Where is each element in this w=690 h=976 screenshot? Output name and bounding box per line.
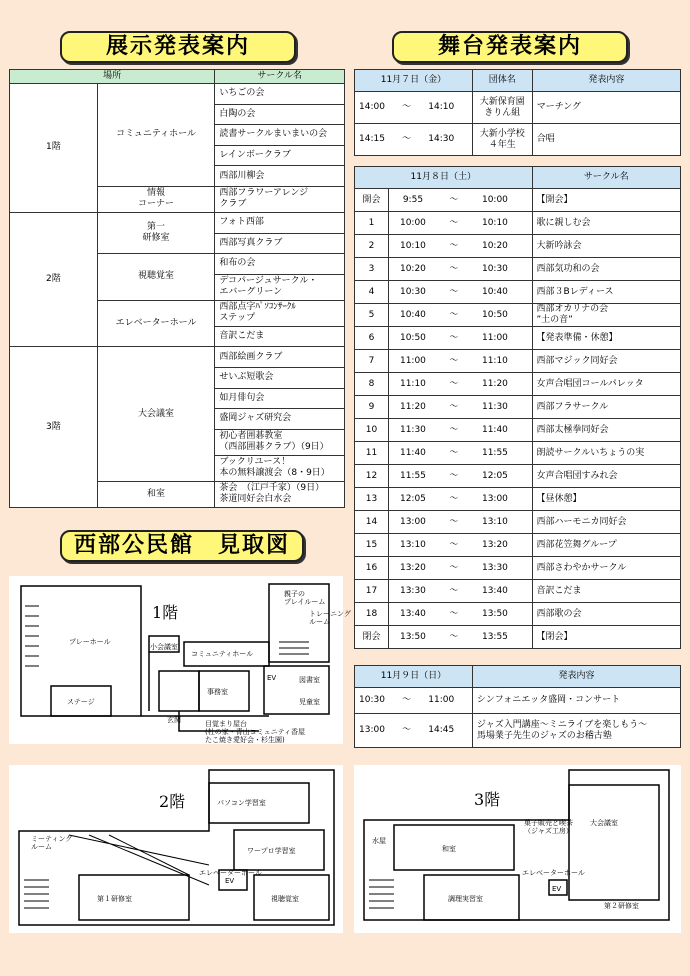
exhibit-table [9,69,345,508]
order-cell: 閉会 [355,626,389,649]
start-time: 13:00 [359,725,385,735]
order-cell: 14 [355,511,389,534]
circle-name-cell: 【発表準備・休憩】 [532,327,680,350]
floor1-title: 1階 [152,603,179,622]
start-time: 13:40 [399,608,426,619]
washitsu-label: 和室 [442,845,456,853]
tilde: ～ [449,585,459,596]
ev-hall3-label: エレベーターホール [522,869,585,877]
big-meeting-label: 大会議室 [590,819,618,827]
day8-row [355,350,681,373]
day7-table [354,69,681,156]
tilde: ～ [449,608,459,619]
tilde: ～ [402,134,412,144]
tilde: ～ [449,355,459,366]
training2-label: 第２研修室 [604,902,639,910]
end-time: 10:00 [481,194,508,205]
order-cell: 12 [355,465,389,488]
order-cell: 4 [355,281,389,304]
order-cell: 3 [355,258,389,281]
circle-cell: せいぶ短歌会 [215,367,345,388]
av-room-label: 視聴覚室 [271,895,299,903]
end-time: 10:20 [481,240,508,251]
day8-row [355,396,681,419]
room-cell: 和室 [97,481,215,507]
day8-table [354,166,681,649]
end-time: 14:30 [428,134,455,144]
circle-cell: 初心者囲碁教室 （西部囲碁クラブ）（9日） [215,429,345,455]
order-cell: 10 [355,419,389,442]
circle-cell: デコパージュサークル・ エバーグリーン [215,274,345,300]
order-cell: 9 [355,396,389,419]
circle-name-cell: 【昼休憩】 [532,488,680,511]
circle-name-cell: 西部ハーモニカ同好会 [532,511,680,534]
content-cell: ジャズ入門講座～ミニライブを楽しもう～ 馬場業子先生のジャズのお稽古塾 [472,714,680,748]
floor2-title: 2階 [159,792,186,811]
start-time: 10:30 [399,286,426,297]
day8-row [355,442,681,465]
day8-row [355,373,681,396]
order-cell: 5 [355,304,389,327]
water-label: 水屋 [372,837,386,845]
kids-play-label: 親子のプレイルーム [284,590,326,606]
day7-col-content: 発表内容 [532,70,680,92]
start-time: 13:30 [399,585,426,596]
day8-row [355,258,681,281]
tilde: ～ [449,217,459,228]
play-hall-label: プレーホール [69,638,111,646]
tilde: ～ [449,516,459,527]
day8-row [355,557,681,580]
tilde: ～ [449,309,459,320]
floor-cell: 1階 [10,84,98,213]
order-cell: 1 [355,212,389,235]
floor1-map [9,576,351,744]
ev2-label: EV [225,877,235,885]
circle-cell: 西部川柳会 [215,166,345,187]
tilde: ～ [449,286,459,297]
floor-cell: 2階 [10,212,98,346]
room-cell: 視聴覚室 [97,254,215,301]
cooking-label: 調理実習室 [448,895,483,903]
wp-room-label: ワープロ学習室 [247,847,296,855]
col-place: 場所 [10,70,215,84]
end-time: 11:55 [481,447,508,458]
tilde: ～ [449,470,459,481]
room-cell: エレベーターホール [97,300,215,347]
day8-row [355,534,681,557]
circle-cell: 白陶の会 [215,104,345,125]
day8-date: 11月８日（土） [355,167,533,189]
tilde: ～ [449,401,459,412]
end-time: 12:05 [481,470,508,481]
start-time: 10:00 [399,217,426,228]
pc-room-label: パソコン学習室 [217,799,266,807]
day8-row [355,189,681,212]
circle-name-cell: 大新吟詠会 [532,235,680,258]
day8-row [355,212,681,235]
exhibit-row [10,84,345,105]
tilde: ～ [449,263,459,274]
circle-cell: 音訳こだま [215,326,345,347]
end-time: 10:10 [481,217,508,228]
end-time: 13:20 [481,539,508,550]
circle-name-cell: 【開会】 [532,189,680,212]
day8-row [355,603,681,626]
room-cell: コミュニティホール [97,84,215,187]
circle-name-cell: 西部フラサークル [532,396,680,419]
circle-name-cell: 西部花笠舞グループ [532,534,680,557]
start-time: 11:20 [399,401,426,412]
start-time: 11:55 [399,470,426,481]
start-time: 11:40 [399,447,426,458]
start-time: 14:15 [359,134,385,144]
training1-label: 第１研修室 [97,895,132,903]
floor3-map [354,765,681,933]
circle-name-cell: 女声合唱団すみれ会 [532,465,680,488]
start-time: 11:30 [399,424,426,435]
end-time: 11:10 [481,355,508,366]
day9-row [355,688,681,714]
order-cell: 17 [355,580,389,603]
start-time: 11:00 [399,355,426,366]
col-circle: サークル名 [215,70,345,84]
tilde: ～ [449,631,459,642]
ev-label: EV [267,674,277,682]
entrance-label: 玄関 [167,716,181,724]
stage-label: ステージ [67,698,95,706]
end-time: 14:45 [428,725,455,735]
day9-table [354,665,681,748]
tilde: ～ [449,562,459,573]
order-cell: 7 [355,350,389,373]
library-label: 図書室 [299,676,320,684]
circle-name-cell: 西部３Bレディース [532,281,680,304]
end-time: 13:10 [481,516,508,527]
order-cell: 13 [355,488,389,511]
circle-cell: 如月俳句会 [215,388,345,409]
start-time: 14:00 [359,102,385,112]
order-cell: 15 [355,534,389,557]
day8-row [355,511,681,534]
circle-name-cell: 音訳こだま [532,580,680,603]
day8-row [355,465,681,488]
day8-row [355,626,681,649]
end-time: 11:00 [481,332,508,343]
order-cell: 16 [355,557,389,580]
end-time: 11:20 [481,378,508,389]
community-hall-label: コミュニティホール [191,650,254,658]
circle-cell: 和布の会 [215,254,345,275]
circle-cell: 盛岡ジャズ研究会 [215,409,345,430]
group-cell: 大新小学校 ４年生 [472,124,532,156]
day8-row [355,327,681,350]
day8-row [355,304,681,327]
circle-cell: 西部絵画クラブ [215,347,345,368]
day7-row [355,124,681,156]
start-time: 10:30 [359,695,385,705]
end-time: 14:10 [428,102,455,112]
end-time: 11:40 [481,424,508,435]
circle-name-cell: 西部太極拳同好会 [532,419,680,442]
office-label: 事務室 [207,688,228,696]
end-time: 10:50 [481,309,508,320]
circle-name-cell: 西部マジック同好会 [532,350,680,373]
day9-col-content: 発表内容 [472,666,680,688]
order-cell: 開会 [355,189,389,212]
room-cell: 情報 コーナー [97,186,215,212]
circle-cell: 茶会 （江戸千家）（9日） 茶道同好会白水会 [215,481,345,507]
start-time: 10:20 [399,263,426,274]
circle-name-cell: 朗読サークルいちょうの実 [532,442,680,465]
circle-cell: 西部写真クラブ [215,233,345,254]
order-cell: 6 [355,327,389,350]
circle-cell: レインボークラブ [215,145,345,166]
end-time: 10:40 [481,286,508,297]
tilde: ～ [449,194,459,205]
start-time: 13:50 [399,631,426,642]
tilde: ～ [449,539,459,550]
start-time: 12:05 [399,493,426,504]
map-header: 西部公民館 見取図 [60,530,304,562]
end-time: 11:30 [481,401,508,412]
booth-label: 目覚まり屋台(杜の家・青山コミュニティ香屋たこ焼き愛好会・杉生園) [205,720,306,744]
start-time: 11:10 [399,378,426,389]
content-cell: シンフォニエッタ盛岡・コンサート [472,688,680,714]
ev-hall-label: エレベーターホール [199,869,262,877]
exhibit-row [10,212,345,233]
circle-cell: ブックリユース！ 本の無料譲渡会（8・9日） [215,455,345,481]
order-cell: 11 [355,442,389,465]
end-time: 13:40 [481,585,508,596]
kids-room-label: 児童室 [299,698,320,706]
order-cell: 8 [355,373,389,396]
end-time: 13:55 [481,631,508,642]
day9-row [355,714,681,748]
floor3-title: 3階 [474,790,501,809]
start-time: 13:00 [399,516,426,527]
circle-cell: 読書サークルまいまいの会 [215,125,345,146]
circle-cell: いちごの会 [215,84,345,105]
room-cell: 大会議室 [97,347,215,481]
end-time: 13:00 [481,493,508,504]
ev3-label: EV [552,885,562,893]
circle-cell: フォト西部 [215,212,345,233]
circle-name-cell: 西部歌の会 [532,603,680,626]
order-cell: 18 [355,603,389,626]
day8-row [355,580,681,603]
end-time: 13:50 [481,608,508,619]
day8-row [355,488,681,511]
circle-name-cell: 歌に親しむ会 [532,212,680,235]
room-cell: 第一 研修室 [97,212,215,253]
circle-name-cell: 西部気功和の会 [532,258,680,281]
circle-name-cell: 西部さわやかサークル [532,557,680,580]
circle-name-cell: 女声合唱団コールパレッタ [532,373,680,396]
stage-header: 舞台発表案内 [392,31,628,63]
day8-row [355,281,681,304]
tilde: ～ [449,378,459,389]
exhibit-row [10,347,345,368]
day9-date: 11月９日（日） [355,666,473,688]
circle-name-cell: 【閉会】 [532,626,680,649]
meeting-room-label: ミーティングルーム [31,835,73,851]
tilde: ～ [449,332,459,343]
day7-row [355,92,681,124]
training-label: トレーニングルーム [309,610,351,626]
end-time: 10:30 [481,263,508,274]
floor2-map [9,765,343,933]
circle-cell: 西部点字ﾊﾟｿｺﾝｻｰｸﾙ ステップ [215,300,345,326]
floor-cell: 3階 [10,347,98,507]
start-time: 10:50 [399,332,426,343]
day8-row [355,419,681,442]
start-time: 9:55 [402,194,424,205]
cafe-label: 菓子販売と喫茶（ジャズ工房） [524,819,573,835]
day7-date: 11月７日（金） [355,70,473,92]
tilde: ～ [449,447,459,458]
circle-cell: 西部フラワーアレンジ クラブ [215,186,345,212]
tilde: ～ [449,424,459,435]
content-cell: 合唱 [532,124,680,156]
tilde: ～ [449,240,459,251]
content-cell: マーチング [532,92,680,124]
start-time: 13:20 [399,562,426,573]
exhibit-header: 展示発表案内 [60,31,296,63]
end-time: 11:00 [428,695,455,705]
end-time: 13:30 [481,562,508,573]
circle-name-cell: 西部オカリナの会 ”土の音” [532,304,680,327]
tilde: ～ [402,695,412,705]
small-meeting-label: 小会議室 [150,643,178,651]
day8-col-circle: サークル名 [532,167,680,189]
day7-col-group: 団体名 [472,70,532,92]
tilde: ～ [402,725,412,735]
day8-row [355,235,681,258]
tilde: ～ [402,102,412,112]
order-cell: 2 [355,235,389,258]
start-time: 10:10 [399,240,426,251]
tilde: ～ [449,493,459,504]
start-time: 13:10 [399,539,426,550]
start-time: 10:40 [399,309,426,320]
group-cell: 大新保育園 きりん組 [472,92,532,124]
